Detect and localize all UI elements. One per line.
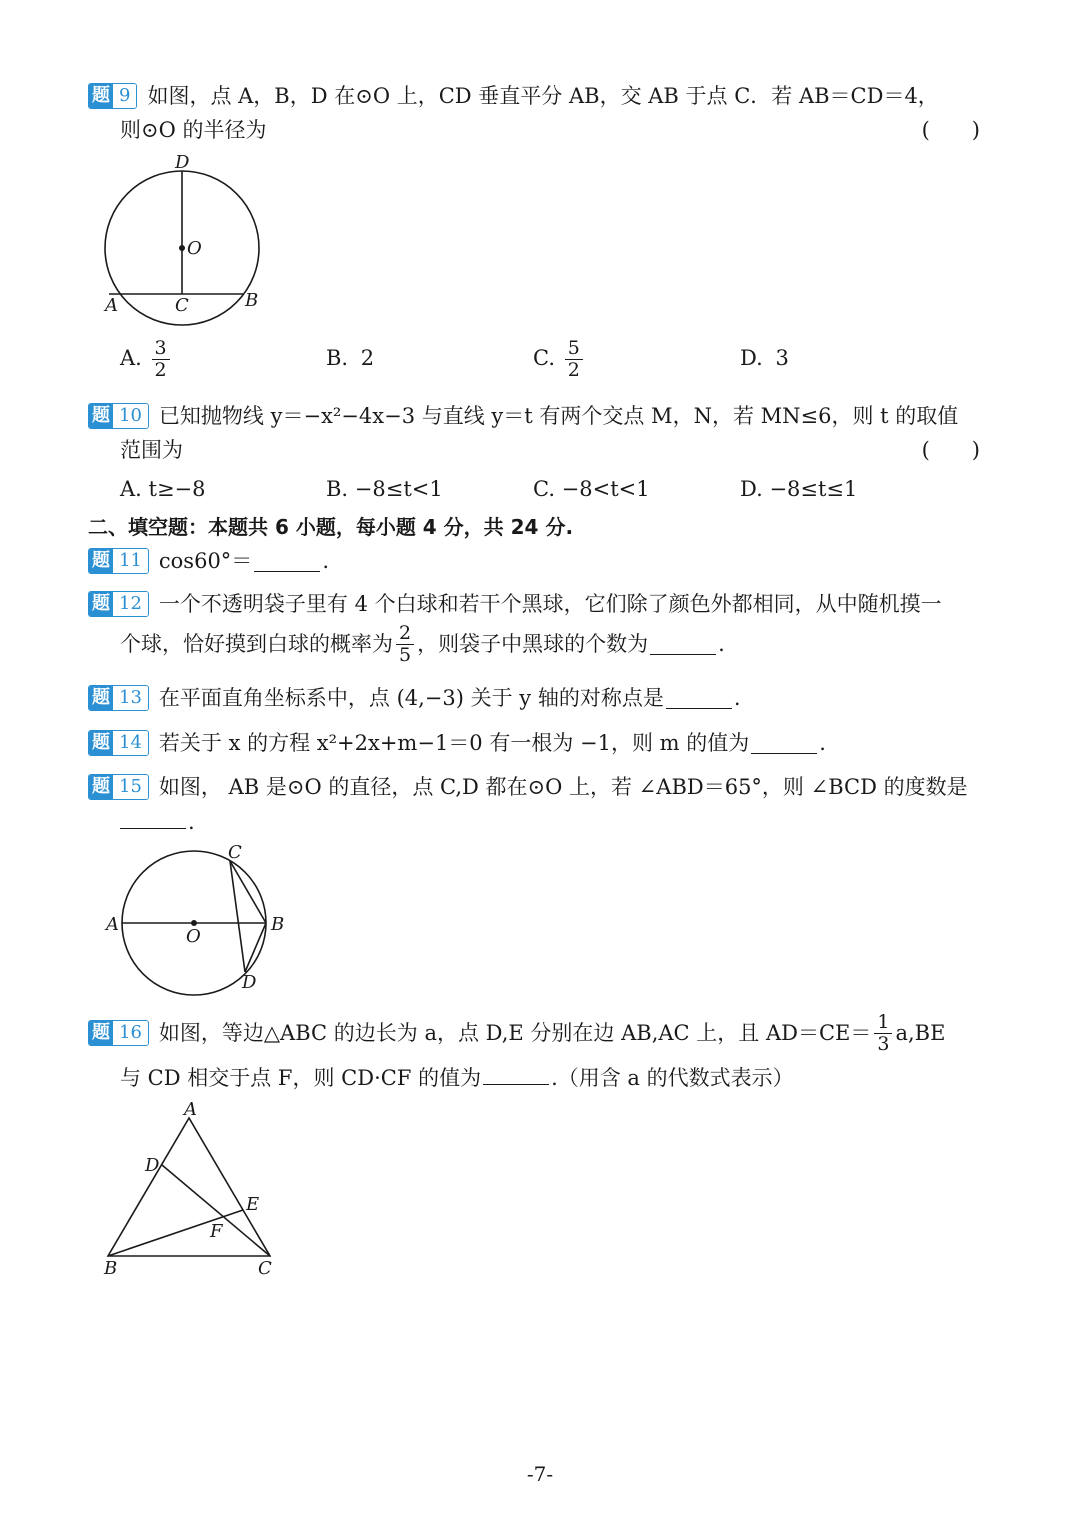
q15-text-line1: 如图， AB 是⊙O 的直径，点 C,D 都在⊙O 上，若 ∠ABD＝65°，则 ∠BCD 的度数是 <box>158 775 968 799</box>
q16-label-a: A <box>184 1099 197 1120</box>
q15-label-o: O <box>186 926 201 947</box>
fraction <box>874 1012 892 1055</box>
badge-tag: 题 <box>89 1021 113 1045</box>
choice-label: B. <box>326 346 349 370</box>
q12-end: . <box>718 632 725 656</box>
badge-number: 16 <box>113 1021 148 1045</box>
q12-line2 <box>120 622 725 666</box>
q13-text: 在平面直角坐标系中，点 (4,−3) 关于 y 轴的对称点是 <box>158 686 664 710</box>
q15-line2 <box>120 808 195 836</box>
q9-label-a: A <box>105 295 118 316</box>
numerator: 1 <box>874 1012 892 1034</box>
q9-label-o: O <box>187 238 202 259</box>
q15-line1 <box>88 773 968 801</box>
q9-choice-c <box>533 338 586 381</box>
badge-number: 10 <box>113 404 148 428</box>
fraction <box>152 338 170 381</box>
question-badge <box>88 403 149 429</box>
q9-label-c: C <box>175 295 189 316</box>
q16-label-d: D <box>145 1155 160 1176</box>
q12-text-post: ，则袋子中黑球的个数为 <box>417 632 649 656</box>
badge-tag: 题 <box>89 549 113 573</box>
fraction <box>396 623 414 666</box>
q15-label-a: A <box>106 914 119 935</box>
q9-line1 <box>88 82 939 110</box>
badge-tag: 题 <box>89 592 113 616</box>
q12-line1 <box>88 590 942 618</box>
answer-blank[interactable] <box>120 808 186 829</box>
q9-text-line2: 则⊙O 的半径为 <box>120 118 267 142</box>
badge-number: 14 <box>113 731 148 755</box>
q11-line <box>88 547 329 575</box>
question-badge <box>88 685 149 711</box>
choice-label: C. <box>533 346 555 370</box>
numerator: 3 <box>152 338 170 360</box>
q10-choice-c: C. −8<t<1 <box>533 477 650 501</box>
badge-number: 13 <box>113 686 148 710</box>
denominator: 3 <box>877 1032 890 1055</box>
q15-segment-bd <box>245 923 266 972</box>
q9-label-b: B <box>245 290 259 311</box>
badge-tag: 题 <box>89 686 113 710</box>
q9-center-point <box>179 245 185 251</box>
q10-choice-b: B. −8≤t<1 <box>326 477 443 501</box>
badge-number: 12 <box>113 592 148 616</box>
badge-tag: 题 <box>89 731 113 755</box>
q12-text-line1: 一个不透明袋子里有 4 个白球和若干个黑球，它们除了颜色外都相同，从中随机摸一 <box>158 592 942 616</box>
q10-text-line1: 已知抛物线 y＝−x²−4x−3 与直线 y＝t 有两个交点 M，N，若 MN≤6，则 t 的取值 <box>158 404 959 428</box>
q9-circle-figure <box>95 148 275 328</box>
numerator: 2 <box>396 623 414 645</box>
q9-text-line1: 如图，点 A，B，D 在⊙O 上，CD 垂直平分 AB，交 AB 于点 C．若 AB＝CD＝4， <box>147 84 939 108</box>
q16-label-c: C <box>258 1258 272 1279</box>
choice-value: 2 <box>360 346 375 370</box>
q9-label-d: D <box>175 152 190 173</box>
q16-line2 <box>120 1064 794 1092</box>
answer-blank[interactable] <box>650 634 716 655</box>
q12-text-pre: 个球，恰好摸到白球的概率为 <box>120 632 393 656</box>
q16-label-b: B <box>104 1258 118 1279</box>
badge-number: 11 <box>113 549 148 573</box>
q16-text-post: a,BE <box>895 1021 946 1045</box>
q14-text: 若关于 x 的方程 x²+2x+m−1＝0 有一根为 −1，则 m 的值为 <box>158 731 750 755</box>
q15-label-c: C <box>228 842 242 863</box>
choice-label: A. <box>120 346 142 370</box>
q13-end: . <box>733 686 741 710</box>
badge-tag: 题 <box>89 775 113 799</box>
q16-label-e: E <box>246 1194 260 1215</box>
q16-text-line2-pre: 与 CD 相交于点 F，则 CD·CF 的值为 <box>120 1066 482 1090</box>
q11-end: . <box>322 549 329 573</box>
choice-value: 3 <box>775 346 789 370</box>
question-badge <box>88 1020 149 1046</box>
q15-circle-figure <box>98 838 298 998</box>
q10-choice-a: A. t≥−8 <box>120 477 206 501</box>
q15-segment-cd <box>230 861 245 972</box>
badge-number: 9 <box>113 84 136 108</box>
fraction <box>565 338 583 381</box>
question-badge <box>88 591 149 617</box>
answer-blank[interactable] <box>483 1064 549 1085</box>
q16-segment-be <box>108 1210 243 1256</box>
q16-line1 <box>88 1011 945 1055</box>
denominator: 2 <box>154 359 167 381</box>
q15-label-b: B <box>271 914 285 935</box>
q9-answer-paren: ( ) <box>921 118 980 142</box>
q14-end: . <box>819 731 826 755</box>
q13-line <box>88 684 741 712</box>
q11-text: cos60°＝ <box>158 549 253 573</box>
badge-tag: 题 <box>89 84 113 108</box>
q15-segment-cb <box>230 861 266 923</box>
question-badge <box>88 83 137 109</box>
q10-line1 <box>88 402 958 430</box>
q9-choice-d <box>740 344 789 372</box>
page-number: -7- <box>526 1462 554 1486</box>
question-badge <box>88 730 149 756</box>
badge-number: 15 <box>113 775 148 799</box>
question-badge <box>88 548 149 574</box>
denominator: 2 <box>567 359 580 381</box>
q15-label-d: D <box>242 972 257 993</box>
q10-choice-d: D. −8≤t≤1 <box>740 477 858 501</box>
answer-blank[interactable] <box>666 688 732 709</box>
question-badge <box>88 774 149 800</box>
choice-label: D. <box>740 346 763 370</box>
q10-text-line2: 范围为 <box>120 438 183 462</box>
answer-blank[interactable] <box>254 551 320 572</box>
q15-end: . <box>188 810 195 834</box>
q10-answer-paren: ( ) <box>921 438 980 462</box>
q16-text-pre: 如图，等边△ABC 的边长为 a，点 D,E 分别在边 AB,AC 上，且 AD＝CE＝ <box>158 1021 872 1045</box>
q9-choice-b <box>326 344 374 372</box>
q16-triangle-figure <box>98 1098 298 1283</box>
numerator: 5 <box>565 338 583 360</box>
denominator: 5 <box>399 643 412 666</box>
q14-line <box>88 729 826 757</box>
q9-choice-a <box>120 338 173 381</box>
badge-tag: 题 <box>89 404 113 428</box>
q16-text-line2-post: .（用含 a 的代数式表示） <box>551 1066 794 1090</box>
answer-blank[interactable] <box>751 733 817 754</box>
section-heading: 二、填空题：本题共 6 小题，每小题 4 分，共 24 分. <box>88 515 574 539</box>
q16-label-f: F <box>210 1221 223 1242</box>
